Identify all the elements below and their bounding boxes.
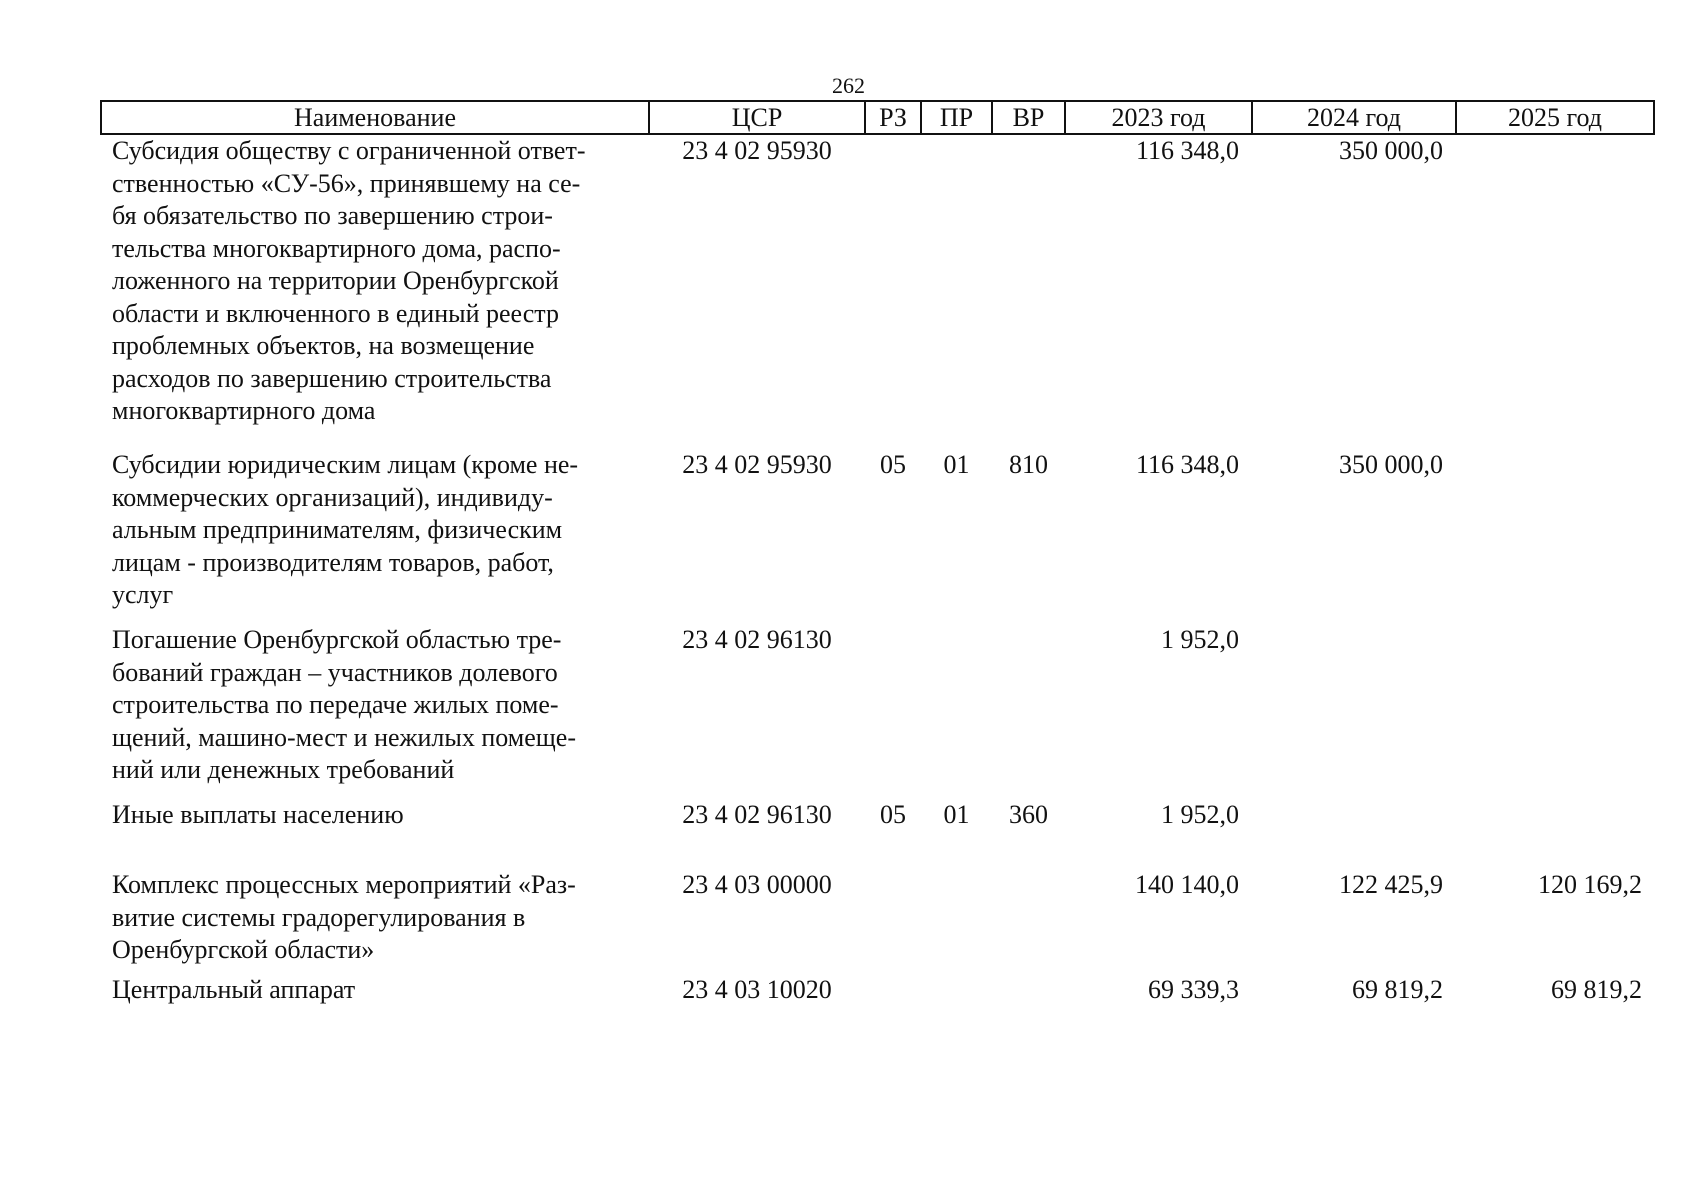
header-rz: РЗ: [865, 101, 921, 134]
row-name: [101, 869, 649, 974]
row-name-line: Центральный аппарат: [112, 975, 356, 1004]
row-pr: 01: [943, 800, 970, 829]
row-name-line: Погашение Оренбургской областью тре-: [112, 625, 562, 654]
row-name-line: щений, машино-мест и нежилых помеще-: [112, 722, 576, 752]
row-csr: 23 4 02 96130: [682, 800, 832, 829]
row-2025: 69 819,2: [1551, 975, 1642, 1004]
row-2023: 116 348,0: [1135, 450, 1239, 479]
row-name-line: лицам - производителям товаров, работ,: [112, 547, 554, 577]
header-row: [101, 101, 1654, 134]
table-row: [101, 449, 1654, 624]
row-2025: 120 169,2: [1538, 870, 1642, 899]
row-2023: 140 140,0: [1135, 870, 1239, 899]
row-2024: [1252, 799, 1456, 869]
row-name: [101, 449, 649, 624]
header-csr: ЦСР: [649, 101, 865, 134]
row-2024: 69 819,2: [1352, 975, 1443, 1004]
header-2023: 2023 год: [1065, 101, 1252, 134]
row-csr: 23 4 02 95930: [682, 450, 832, 479]
table-row: [101, 134, 1654, 449]
budget-table: [100, 100, 1655, 1024]
row-name-line: Комплекс процессных мероприятий «Раз-: [112, 870, 576, 899]
row-rz: 05: [880, 800, 906, 829]
row-rz: 05: [880, 450, 906, 479]
row-2025: [1456, 449, 1654, 624]
row-name: [101, 799, 649, 869]
header-2025: 2025 год: [1456, 101, 1654, 134]
row-rz: [865, 869, 921, 974]
row-name-line: Иные выплаты населению: [112, 800, 404, 829]
row-pr: [921, 134, 992, 449]
row-csr: 23 4 03 00000: [682, 870, 832, 899]
header-pr: ПР: [921, 101, 992, 134]
row-name: [101, 134, 649, 449]
row-name: [101, 624, 649, 799]
row-vr: [992, 974, 1065, 1024]
row-2024: 122 425,9: [1339, 870, 1443, 899]
row-name-line: расходов по завершению строительства: [112, 363, 552, 393]
row-2023: 1 952,0: [1161, 625, 1239, 654]
row-name-line: Субсидии юридическим лицам (кроме не-: [112, 450, 579, 479]
row-vr: 810: [1009, 450, 1048, 479]
row-name-line: ний или денежных требований: [112, 755, 455, 784]
row-name-line: многоквартирного дома: [112, 396, 376, 425]
page-number: 262: [832, 73, 865, 98]
row-name-line: услуг: [112, 580, 174, 609]
header-2024: 2024 год: [1252, 101, 1456, 134]
row-rz: [865, 134, 921, 449]
row-name-line: ственностью «СУ-56», принявшему на се-: [112, 168, 581, 198]
row-vr: 360: [1009, 800, 1048, 829]
row-name-line: проблемных объектов, на возмещение: [112, 331, 535, 360]
row-pr: [921, 624, 992, 799]
row-name-line: строительства по передаче жилых поме-: [112, 690, 559, 719]
row-name-line: витие системы градорегулирования в: [112, 902, 526, 932]
row-2025: [1456, 134, 1654, 449]
header-name: Наименование: [101, 101, 649, 134]
row-name-line: тельства многоквартирного дома, распо-: [112, 233, 561, 263]
row-name-line: альным предпринимателям, физическим: [112, 515, 563, 544]
row-csr: 23 4 03 10020: [682, 975, 832, 1004]
row-2023: 116 348,0: [1135, 136, 1239, 165]
row-csr: 23 4 02 96130: [682, 625, 832, 654]
row-rz: [865, 624, 921, 799]
row-2025: [1456, 624, 1654, 799]
row-name-line: Субсидия обществу с ограниченной ответ-: [112, 136, 586, 165]
row-name-line: бований граждан – участников долевого: [112, 657, 558, 687]
row-name: [101, 974, 649, 1024]
row-pr: [921, 974, 992, 1024]
row-pr: 01: [943, 450, 970, 479]
table-row: [101, 869, 1654, 974]
row-2025: [1456, 799, 1654, 869]
row-name-line: бя обязательство по завершению строи-: [112, 201, 553, 230]
header-vr: ВР: [992, 101, 1065, 134]
row-name-line: области и включенного в единый реестр: [112, 298, 559, 328]
row-name-line: коммерческих организаций), индивиду-: [112, 482, 553, 512]
row-name-line: ложенного на территории Оренбургской: [112, 266, 559, 295]
row-name-line: Оренбургской области»: [112, 935, 375, 964]
row-2024: 350 000,0: [1339, 136, 1443, 165]
row-2023: 1 952,0: [1161, 800, 1239, 829]
table-row: [101, 974, 1654, 1024]
row-2024: 350 000,0: [1339, 450, 1443, 479]
row-rz: [865, 974, 921, 1024]
row-vr: [992, 134, 1065, 449]
row-2023: 69 339,3: [1148, 975, 1239, 1004]
row-vr: [992, 869, 1065, 974]
row-vr: [992, 624, 1065, 799]
table-row: [101, 799, 1654, 869]
row-csr: 23 4 02 95930: [682, 136, 832, 165]
table-body: [101, 134, 1654, 1024]
row-2024: [1252, 624, 1456, 799]
table-row: [101, 624, 1654, 799]
row-pr: [921, 869, 992, 974]
table-header: [101, 101, 1654, 134]
